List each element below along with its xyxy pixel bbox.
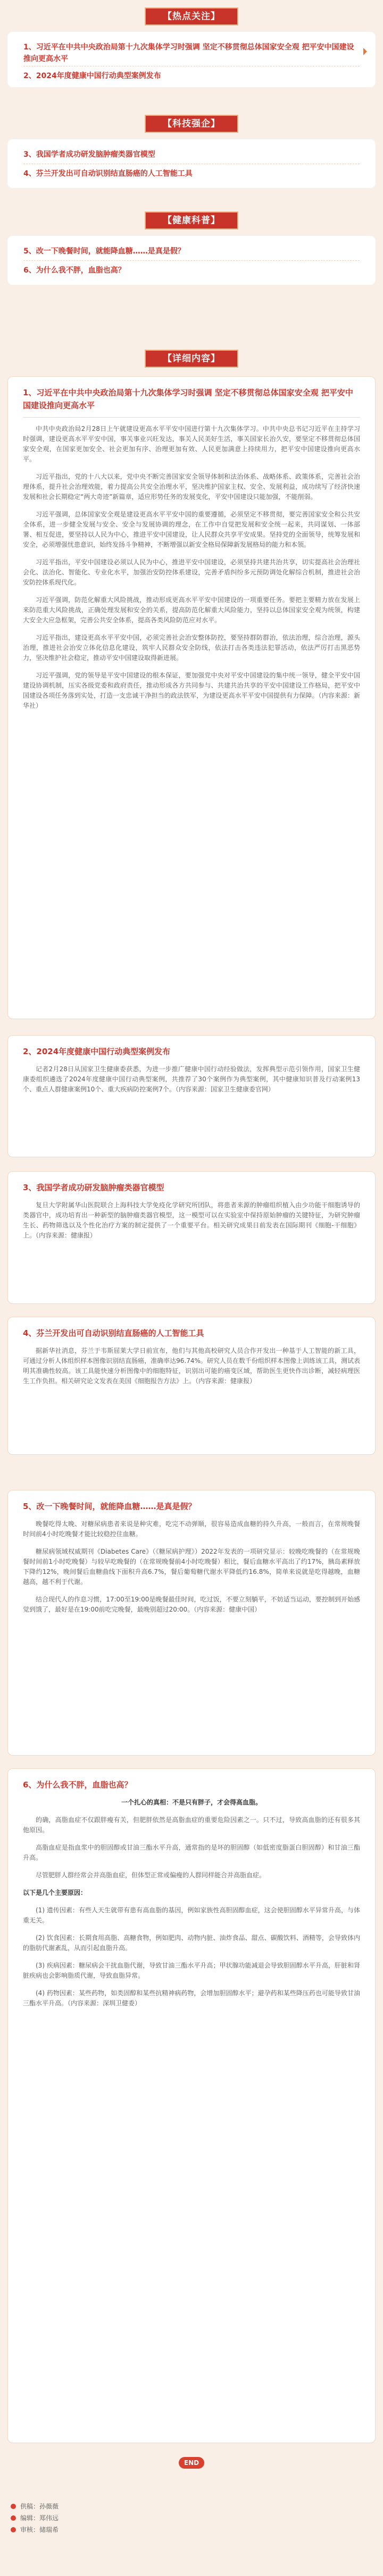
article-paragraph: 糖尿病领域权威期刊《Diabetes Care》（《糖尿病护理》）2022年发表的一项研究显示：较晚吃晚餐的（在常规晚餐时间前1小时吃晚餐）与较早吃晚餐的（在常规晚餐前4小时吃晚餐）相比，餐后血糖水平高出了约17%，胰岛素释放下降约12%，晚间餐后血糖曲线下面积升高6.7%，餐后葡萄糖代谢水平降低约16.8%，简单来说就是吃得越晚，血糖越高，越不利于代谢。 <box>23 1548 360 1586</box>
headline-item-1[interactable]: 1、习近平在中共中央政治局第十九次集体学习时强调 坚定不移贯彻总体国家安全观 把平安中国建设推向更高水平 <box>23 43 354 63</box>
article-paragraph: 尽管肥胖人群经常会并高脂血症，但体型正常或偏瘦的人群同样能合并高脂血症。 <box>36 1871 266 1879</box>
causes-heading: 以下是几个主要原因： <box>23 1889 87 1896</box>
section-tag-tech: 【科技强企】 <box>145 115 238 133</box>
article-card-4 <box>7 1317 376 1455</box>
cause-item: (1) 遗传因素：有些人天生就带有患有高血脂的基因，例如家族性高胆固醇血症，这会使胆固醇水平异常升高，与体重无关。 <box>23 1906 360 1924</box>
section-tag-health: 【健康科普】 <box>145 211 238 230</box>
bullet-icon <box>11 2515 16 2521</box>
section-tag-hot: 【热点关注】 <box>145 7 238 26</box>
article-paragraph: 习近平强调，党的领导是平安中国建设的根本保证，要加强党中央对平安中国建设的集中统一领导，健全平安中国建设协调机制，压实各级党委和政府责任，推动形成各方共同参与、共建共治共享的平安中国建设工作格局，把平安中国建设各项任务落到实处，打造一支忠诚干净担当的政法铁军，为建设更高水平平安中国提供有力保障。（内容来源：新华社） <box>23 672 360 709</box>
article-paragraph: 习近平指出，党的十八大以来，党中央不断完善国家安全领导体制和法治体系、战略体系、政策体系，完善社会治理体系，提升社会治理效能，着力提高公共安全治理水平，坚决维护国家主权、安全、发展利益，成功续写了经济快速发展和社会长期稳定“两大奇迹”新篇章，适应形势任务的发展变化，平安中国建设只能加强，不能削弱。 <box>23 473 360 501</box>
health-card <box>7 236 376 285</box>
headline-item-4[interactable]: 4、芬兰开发出可自动识别结直肠癌的人工智能工具 <box>23 170 193 178</box>
end-badge: END <box>179 2457 204 2469</box>
article-title: 2、2024年度健康中国行动典型案例发布 <box>23 1047 171 1056</box>
article-paragraph: 习近平强调，防范化解重大风险挑战，推动形成更高水平平安中国建设的一项重要任务。要把主要精力放在发展上来防范重大风险挑战，正确处理发展和安全的关系，提高防范化解重大风险能力，坚持以总体国家安全观为统领，构建大安全大应急框架，完善公共安全体系，提高各类风险防范应对水平。 <box>23 596 360 624</box>
credit-row <box>11 2512 59 2524</box>
headline-item-6[interactable]: 6、为什么我不胖，血脂也高？ <box>23 266 126 275</box>
cause-item: (4) 药物因素：某些药物，如类固醇和某些抗精神病药物，会增加胆固醇水平；避孕药和某些降压药也可能导致甘油三酯水平升高。（内容来源：深圳卫健委） <box>23 1989 360 2007</box>
article-paragraph: 习近平强调，总体国家安全观是建设更高水平平安中国的重要遵循，必须坚定不移贯彻，要完善国家安全和公共安全体系，进一步健全发展与安全、安全与发展协调的理念，在工作中自觉把发展和安全统一起来，共同谋划、一体部署、相互促进，要坚持以人民为中心，推进平安中国建设，让人民群众共享平安成果。坚持党的全面领导，统筹发展和安全，必须增强忧患意识，始终发扬斗争精神，不断增强以新安全格局保障新发展格局的能力和本领。 <box>23 511 360 548</box>
hot-card <box>7 32 376 87</box>
article-paragraph: 习近平指出，建设更高水平平安中国，必须完善社会治安整体防控，要坚持群防群治，依法治理，综合治理，源头治理，推进社会治安立体化信息化建设，筑牢人民群众安全防线，依法打击各类违法犯罪活动，依法严厉打击黑恶势力，坚决维护社会稳定，推动平安中国建设取得新进展。 <box>23 634 360 662</box>
credit-text: 供稿：孙薇薇 <box>20 2503 59 2510</box>
credits <box>11 2501 59 2536</box>
article-card-3 <box>7 1171 376 1304</box>
article-title: 5、改一下晚餐时间，就能降血糖……是真是假？ <box>23 1502 196 1511</box>
article-paragraph: 据新华社消息，芬兰于韦斯屈莱大学日前宣布，他们与其他高校研究人员合作开发出一种基于人工智能的新工具，可通过分析人体组织样本图像识别结直肠癌，准确率达96.74%。研究人员在数千份组织样本图像上训练该工具，测试表明其准确性较高。该工具能快速分析图像中的细胞特征，识别出可能的癌变区域，帮助医生更快作出诊断，减轻病理医生工作负担。相关研究论文发表在美国《细胞报告方法》上。（内容来源：健康报） <box>23 1347 360 1385</box>
article-title: 3、我国学者成功研发脑肿瘤类器官模型 <box>23 1183 164 1192</box>
article-paragraph: 复旦大学附属华山医院联合上海科技大学免疫化学研究所团队，将患者来源的肿瘤组织植入由少功能干细胞诱导的类器官中，成功培育出一种新型的脑肿瘤类器官模型，这一模型可以在实验室中保持原始肿瘤的关键特征，为研究肿瘤生长、药物筛选以及个性化治疗方案的制定提供了一个重要平台。相关研究成果日前发表在国际期刊《细胞-干细胞》上。（内容来源：健康报） <box>23 1201 360 1239</box>
article-card-6 <box>7 1768 376 2443</box>
section-tag-detail: 【详细内容】 <box>145 350 238 368</box>
article-paragraph: 记者2月28日从国家卫生健康委获悉，为进一步推广健康中国行动经验做法，发挥典型示范引领作用，国家卫生健康委组织遴选了2024年度健康中国行动典型案例，共推荐了30个案例作为典型案例，其中健康知识普及行动案例13个、重点人群健康案例10个、重大疾病防控案例7个。（内容来源：国家卫生健康委官网） <box>23 1065 360 1093</box>
article-title: 4、芬兰开发出可自动识别结直肠癌的人工智能工具 <box>23 1328 204 1338</box>
tech-card <box>7 139 376 188</box>
article-title: 6、为什么我不胖，血脂也高？ <box>23 1780 132 1790</box>
article-paragraph: 晚餐吃得太晚、对糖尿病患者来说是种灾难，吃完不动弹顺，很容易造成血糖的持久升高，一般而言，在常规晚餐时间前4小时吃晚餐才能比较稳控住血糖。 <box>23 1520 360 1538</box>
article-card-5 <box>7 1490 376 1756</box>
article-paragraph: 的确，高脂血症不仅跟胖瘦有关，但肥胖依然是高脂血症的重要危险因素之一。只不过，导致高血脂的还有很多其他原因。 <box>23 1816 360 1834</box>
headline-item-3[interactable]: 3、我国学者成功研发脑肿瘤类器官模型 <box>23 150 155 159</box>
cause-item: (3) 疾病因素：糖尿病会干扰血脂代谢，导致甘油三酯水平升高；甲状腺功能减退会导致胆固醇水平升高，肝脏和肾脏疾病也会影响脂质代谢，导致血脂异常。 <box>23 1962 360 1979</box>
article-subtitle: 一个扎心的真相：不是只有胖子，才会得高血脂。 <box>121 1799 262 1806</box>
article-card-2 <box>7 1035 376 1157</box>
article-paragraph: 习近平指出，平安中国建设必须以人民为中心，推进平安中国建设，必须坚持共建共治共享，切实提高社会治理社会化、法治化、智能化、专业化水平，加强治安防控体系建设，完善矛盾纠纷多元预防调处化解综合机制，推进社会治安防控体系现代化。 <box>23 558 360 586</box>
cause-item: (2) 饮食因素：长期食用高脂、高糖食物，例如肥肉、动物内脏、油炸食品、甜点、碳酸饮料、酒精等，会导致体内的脂肪代谢紊乱，从而引起血脂升高。 <box>23 1934 360 1952</box>
headline-item-2[interactable]: 2、2024年度健康中国行动典型案例发布 <box>23 72 161 80</box>
article-paragraph: 高脂血症是指血浆中的胆固醇或甘油三酯水平升高，通常指的是坏的胆固醇（如低密度脂蛋白胆固醇）和甘油三酯升高。 <box>23 1844 360 1861</box>
article-title: 1、习近平在中共中央政治局第十九次集体学习时强调 坚定不移贯彻总体国家安全观 把平安中国建设推向更高水平 <box>23 386 360 418</box>
article-paragraph: 结合现代人的作息习惯，17:00至19:00是晚餐最佳时间，吃过饭，不要立刻躺平，不妨适当运动，要控制到开始感觉到饿了，最好是在19:00前吃完晚餐，最晚别超过20:00。（内容来源：健康中国） <box>23 1596 360 1613</box>
credit-row <box>11 2501 59 2512</box>
divider <box>23 260 360 261</box>
credit-row <box>11 2524 59 2536</box>
bullet-icon <box>11 2527 16 2532</box>
credit-text: 审核：储瑞希 <box>20 2526 59 2533</box>
article-card-1 <box>7 376 376 1019</box>
bullet-icon <box>11 2504 16 2509</box>
article-paragraph: 中共中央政治局2月28日上午就建设更高水平平安中国进行第十九次集体学习。中共中央总书记习近平在主持学习时强调，建设更高水平平安中国，事关事业兴旺发达，事关人民美好生活，事关国家长治久安，要坚定不移贯彻总体国家安全观，在国家更加安全、社会更加有序、治理更加有效、人民更加满意上持续用力，把平安中国建设推向更高水平。 <box>23 425 360 463</box>
credit-text: 编辑：郑伟远 <box>20 2514 59 2522</box>
headline-item-5[interactable]: 5、改一下晚餐时间，就能降血糖……是真是假？ <box>23 247 185 256</box>
chevron-right-icon <box>363 48 367 55</box>
